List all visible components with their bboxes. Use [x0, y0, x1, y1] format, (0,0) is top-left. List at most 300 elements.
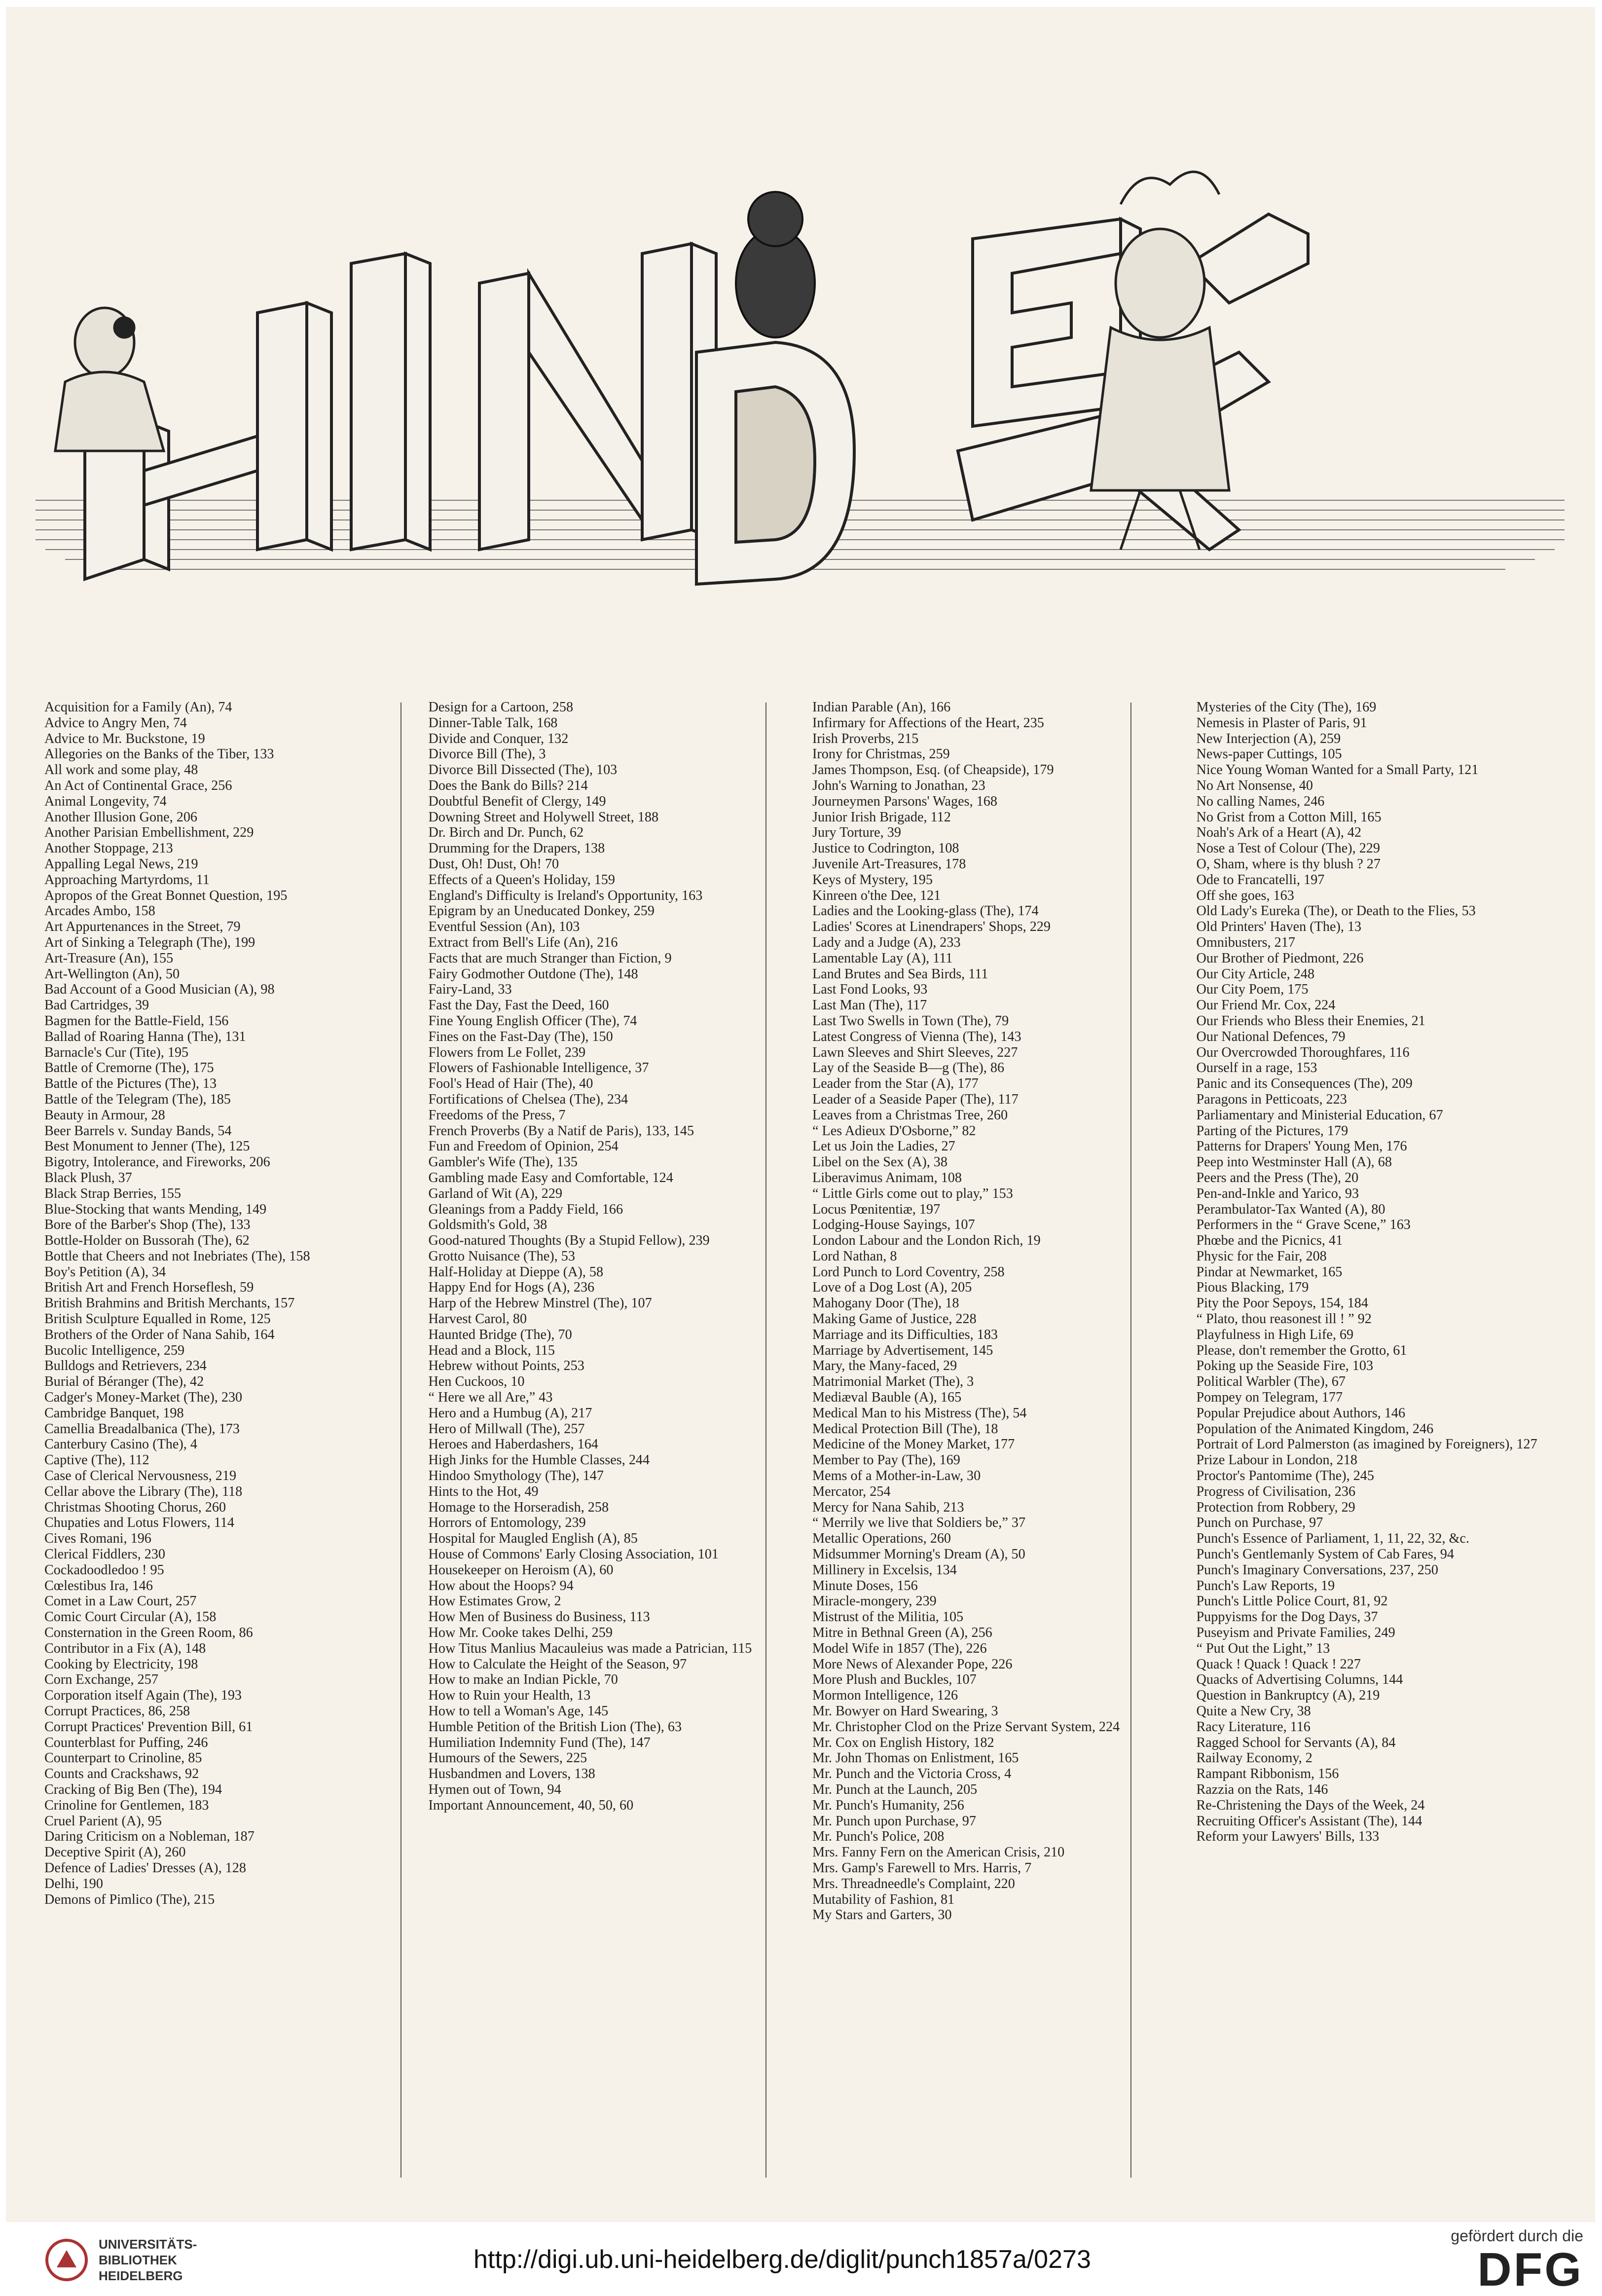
index-entry: “ Put Out the Light,” 13 — [1196, 1640, 1330, 1656]
index-entry: How to Calculate the Height of the Season, 97 — [428, 1656, 687, 1672]
index-entry: Counterblast for Puffing, 246 — [44, 1735, 208, 1750]
index-entry: Juvenile Art-Treasures, 178 — [812, 856, 966, 872]
index-entry: Nose a Test of Colour (The), 229 — [1196, 841, 1380, 856]
index-entry: Grotto Nuisance (The), 53 — [428, 1248, 575, 1264]
index-entry: Fairy-Land, 33 — [428, 982, 512, 998]
index-entry: Corn Exchange, 257 — [44, 1672, 158, 1688]
index-entry: Prize Labour in London, 218 — [1196, 1452, 1357, 1468]
index-entry: Defence of Ladies' Dresses (A), 128 — [44, 1860, 246, 1876]
index-entry: Our National Defences, 79 — [1196, 1029, 1346, 1044]
index-entry: Panic and its Consequences (The), 209 — [1196, 1076, 1413, 1092]
index-entry: Bore of the Barber's Shop (The), 133 — [44, 1217, 251, 1233]
index-entry: Mr. Christopher Clod on the Prize Servant System, 224 — [812, 1719, 1120, 1735]
index-entry: “ Merrily we live that Soldiers be,” 37 — [812, 1515, 1026, 1531]
index-entry: Divorce Bill Dissected (The), 103 — [428, 762, 618, 778]
index-entry: O, Sham, where is thy blush ? 27 — [1196, 856, 1381, 872]
index-entry: “ Plato, thou reasonest ill ! ” 92 — [1196, 1311, 1372, 1327]
index-entry: British Sculpture Equalled in Rome, 125 — [44, 1311, 271, 1327]
index-entry: Justice to Codrington, 108 — [812, 841, 959, 856]
index-entry: Physic for the Fair, 208 — [1196, 1248, 1327, 1264]
index-entry: How to make an Indian Pickle, 70 — [428, 1672, 618, 1688]
index-entry: Battle of the Telegram (The), 185 — [44, 1091, 231, 1107]
index-entry: James Thompson, Esq. (of Cheapside), 179 — [812, 762, 1054, 778]
index-entry: Advice to Angry Men, 74 — [44, 715, 187, 731]
index-entry: Garland of Wit (A), 229 — [428, 1185, 563, 1201]
index-entry: Racy Literature, 116 — [1196, 1719, 1311, 1735]
index-entry: Perambulator-Tax Wanted (A), 80 — [1196, 1201, 1385, 1217]
index-entry: Animal Longevity, 74 — [44, 793, 167, 809]
index-entry: Hebrew without Points, 253 — [428, 1358, 584, 1374]
index-entry: Punch on Purchase, 97 — [1196, 1515, 1323, 1531]
index-entry: Pity the Poor Sepoys, 154, 184 — [1196, 1296, 1368, 1311]
university-seal-icon — [44, 2238, 89, 2282]
index-entry: Downing Street and Holywell Street, 188 — [428, 809, 659, 825]
index-entry: Lord Nathan, 8 — [812, 1248, 897, 1264]
index-entry: Effects of a Queen's Holiday, 159 — [428, 872, 615, 888]
index-entry: Approaching Martyrdoms, 11 — [44, 872, 210, 888]
index-entry: Quacks of Advertising Columns, 144 — [1196, 1672, 1403, 1688]
index-title-illustration-icon — [6, 7, 1595, 693]
index-entry: Mr. Cox on English History, 182 — [812, 1735, 994, 1750]
index-entry: Punch's Imaginary Conversations, 237, 250 — [1196, 1562, 1438, 1578]
index-entry: Homage to the Horseradish, 258 — [428, 1499, 609, 1515]
index-entry: Playfulness in High Life, 69 — [1196, 1327, 1354, 1342]
index-entry: New Interjection (A), 259 — [1196, 731, 1341, 746]
index-entry: Corporation itself Again (The), 193 — [44, 1688, 242, 1703]
index-entry: Kinreen o'the Dee, 121 — [812, 888, 941, 903]
index-entry: Beer Barrels v. Sunday Bands, 54 — [44, 1123, 232, 1139]
index-entry: Irony for Christmas, 259 — [812, 746, 950, 762]
index-entry: Quack ! Quack ! Quack ! 227 — [1196, 1656, 1361, 1672]
index-entry: Demons of Pimlico (The), 215 — [44, 1891, 215, 1907]
index-entry: Recruiting Officer's Assistant (The), 144 — [1196, 1813, 1422, 1829]
index-entry: Millinery in Excelsis, 134 — [812, 1562, 957, 1578]
index-entry: Miracle-mongery, 239 — [812, 1593, 937, 1609]
index-entry: “ Here we all Are,” 43 — [428, 1390, 553, 1406]
scanned-page — [6, 7, 1595, 2222]
index-entry: Bigotry, Intolerance, and Fireworks, 206 — [44, 1154, 270, 1170]
index-entry: Popular Prejudice about Authors, 146 — [1196, 1405, 1406, 1421]
index-entry: Divorce Bill (The), 3 — [428, 746, 546, 762]
index-entry: Bagmen for the Battle-Field, 156 — [44, 1013, 229, 1029]
index-entry: Cambridge Banquet, 198 — [44, 1405, 184, 1421]
index-entry: Ladies and the Looking-glass (The), 174 — [812, 903, 1039, 919]
index-entry: Barnacle's Cur (Tite), 195 — [44, 1044, 189, 1060]
index-entry: Fortifications of Chelsea (The), 234 — [428, 1091, 628, 1107]
index-entry: Our Friends who Bless their Enemies, 21 — [1196, 1013, 1425, 1029]
index-entry: Marriage by Advertisement, 145 — [812, 1342, 993, 1358]
index-entry: Captive (The), 112 — [44, 1452, 149, 1468]
index-entry: England's Difficulty is Ireland's Opportunity, 163 — [428, 888, 703, 903]
index-entry: Mr. Punch and the Victoria Cross, 4 — [812, 1766, 1012, 1782]
index-entry: Happy End for Hogs (A), 236 — [428, 1280, 595, 1296]
index-entry: Lodging-House Sayings, 107 — [812, 1217, 975, 1233]
index-entry: Please, don't remember the Grotto, 61 — [1196, 1342, 1407, 1358]
index-entry: Mr. John Thomas on Enlistment, 165 — [812, 1750, 1019, 1766]
index-entry: Husbandmen and Lovers, 138 — [428, 1766, 595, 1782]
index-entry: Mrs. Threadneedle's Complaint, 220 — [812, 1876, 1015, 1891]
index-entry: Portrait of Lord Palmerston (as imagined by Foreigners), 127 — [1196, 1437, 1537, 1452]
index-entry: Locus Pœnitentiæ, 197 — [812, 1201, 941, 1217]
index-entry: Metallic Operations, 260 — [812, 1531, 951, 1547]
index-entry: Doubtful Benefit of Clergy, 149 — [428, 793, 606, 809]
index-entry: Mems of a Mother-in-Law, 30 — [812, 1468, 981, 1484]
index-entry: My Stars and Garters, 30 — [812, 1907, 952, 1923]
index-column-4 — [1197, 700, 1556, 2185]
index-entry: Leaves from a Christmas Tree, 260 — [812, 1107, 1008, 1123]
index-entry: Bad Account of a Good Musician (A), 98 — [44, 982, 275, 998]
index-column-1 — [44, 700, 404, 2185]
index-entry: More News of Alexander Pope, 226 — [812, 1656, 1013, 1672]
index-entry: Mediæval Bauble (A), 165 — [812, 1390, 962, 1406]
index-entry: Bucolic Intelligence, 259 — [44, 1342, 185, 1358]
index-entry: Blue-Stocking that wants Mending, 149 — [44, 1201, 267, 1217]
index-entry: Poking up the Seaside Fire, 103 — [1196, 1358, 1374, 1374]
index-entry: Art Appurtenances in the Street, 79 — [44, 919, 241, 935]
index-entry: Art of Sinking a Telegraph (The), 199 — [44, 934, 255, 950]
index-entry: Marriage and its Difficulties, 183 — [812, 1327, 998, 1342]
index-entry: How Estimates Grow, 2 — [428, 1593, 561, 1609]
sponsor-label: gefördert durch die — [1451, 2227, 1583, 2245]
index-entry: Epigram by an Uneducated Donkey, 259 — [428, 903, 655, 919]
index-entry: No Art Nonsense, 40 — [1196, 778, 1313, 793]
index-entry: Design for a Cartoon, 258 — [428, 700, 574, 715]
index-entry: Journeymen Parsons' Wages, 168 — [812, 793, 997, 809]
index-entry: Fun and Freedom of Opinion, 254 — [428, 1139, 619, 1154]
index-entry: Best Monument to Jenner (The), 125 — [44, 1139, 250, 1154]
index-entry: Our City Article, 248 — [1196, 966, 1315, 982]
index-entry: Political Warbler (The), 67 — [1196, 1374, 1346, 1390]
index-entry: Medicine of the Money Market, 177 — [812, 1437, 1015, 1452]
index-entry: Mr. Punch's Humanity, 256 — [812, 1797, 964, 1813]
index-entry: Our Overcrowded Thoroughfares, 116 — [1196, 1044, 1410, 1060]
index-entry: Comet in a Law Court, 257 — [44, 1593, 197, 1609]
index-entry: Cives Romani, 196 — [44, 1531, 151, 1547]
index-entry: Chupaties and Lotus Flowers, 114 — [44, 1515, 234, 1531]
index-entry: Mr. Punch upon Purchase, 97 — [812, 1813, 976, 1829]
index-entry: Black Strap Berries, 155 — [44, 1185, 182, 1201]
index-entry: Cellar above the Library (The), 118 — [44, 1483, 243, 1499]
index-entry: Lawn Sleeves and Shirt Sleeves, 227 — [812, 1044, 1018, 1060]
index-entry: News-paper Cuttings, 105 — [1196, 746, 1342, 762]
index-entry: Arcades Ambo, 158 — [44, 903, 155, 919]
index-entry: Parting of the Pictures, 179 — [1196, 1123, 1348, 1139]
index-entry: An Act of Continental Grace, 256 — [44, 778, 232, 793]
index-entry: London Labour and the London Rich, 19 — [812, 1233, 1041, 1249]
index-entry: No calling Names, 246 — [1196, 793, 1325, 809]
index-entry: Lord Punch to Lord Coventry, 258 — [812, 1264, 1005, 1280]
index-entry: Irish Proverbs, 215 — [812, 731, 919, 746]
index-entry: Mrs. Fanny Fern on the American Crisis, 210 — [812, 1845, 1065, 1860]
index-entry: Gleanings from a Paddy Field, 166 — [428, 1201, 623, 1217]
index-entry: Ode to Francatelli, 197 — [1196, 872, 1325, 888]
index-entry: Brothers of the Order of Nana Sahib, 164 — [44, 1327, 275, 1342]
index-entry: Punch's Gentlemanly System of Cab Fares, 94 — [1196, 1547, 1455, 1562]
index-entry: Another Parisian Embellishment, 229 — [44, 825, 254, 841]
index-entry: Railway Economy, 2 — [1196, 1750, 1312, 1766]
index-entry: Bottle that Cheers and not Inebriates (The), 158 — [44, 1248, 310, 1264]
index-entry: Off she goes, 163 — [1196, 888, 1294, 903]
index-entry: Midsummer Morning's Dream (A), 50 — [812, 1547, 1025, 1562]
index-entry: Housekeeper on Heroism (A), 60 — [428, 1562, 614, 1578]
index-entry: Medical Man to his Mistress (The), 54 — [812, 1405, 1027, 1421]
index-entry: Making Game of Justice, 228 — [812, 1311, 977, 1327]
index-entry: Pious Blacking, 179 — [1196, 1280, 1309, 1296]
index-entry: Gambler's Wife (The), 135 — [428, 1154, 578, 1170]
index-entry: Allegories on the Banks of the Tiber, 133 — [44, 746, 274, 762]
index-entry: Infirmary for Affections of the Heart, 235 — [812, 715, 1044, 731]
index-entry: Delhi, 190 — [44, 1876, 103, 1891]
index-entry: Black Plush, 37 — [44, 1170, 132, 1185]
index-entry: Canterbury Casino (The), 4 — [44, 1437, 197, 1452]
index-entry: Punch's Law Reports, 19 — [1196, 1578, 1335, 1593]
index-entry: Question in Bankruptcy (A), 219 — [1196, 1688, 1380, 1703]
index-entry: Fool's Head of Hair (The), 40 — [428, 1076, 593, 1092]
index-entry: Flowers from Le Follet, 239 — [428, 1044, 586, 1060]
index-entry: Mercy for Nana Sahib, 213 — [812, 1499, 964, 1515]
index-entry: Mr. Punch at the Launch, 205 — [812, 1781, 978, 1797]
index-entry: Mitre in Bethnal Green (A), 256 — [812, 1625, 992, 1641]
index-columns — [44, 700, 1556, 2185]
index-entry: Last Fond Looks, 93 — [812, 982, 928, 998]
index-entry: Old Lady's Eureka (The), or Death to the Flies, 53 — [1196, 903, 1476, 919]
index-entry: Burial of Béranger (The), 42 — [44, 1374, 204, 1390]
index-entry: Re-Christening the Days of the Week, 24 — [1196, 1797, 1425, 1813]
index-entry: Cracking of Big Ben (The), 194 — [44, 1781, 222, 1797]
index-entry: Cruel Parient (A), 95 — [44, 1813, 162, 1829]
index-entry: Hero and a Humbug (A), 217 — [428, 1405, 592, 1421]
index-entry: Dinner-Table Talk, 168 — [428, 715, 558, 731]
index-entry: Bottle-Holder on Bussorah (The), 62 — [44, 1233, 250, 1249]
index-entry: House of Commons' Early Closing Association, 101 — [428, 1547, 719, 1562]
page-url-link[interactable]: http://digi.ub.uni-heidelberg.de/diglit/punch1857a/0273 — [473, 2245, 1091, 2274]
index-entry: Let us Join the Ladies, 27 — [812, 1139, 955, 1154]
index-entry: Hen Cuckoos, 10 — [428, 1374, 525, 1390]
index-entry: Bad Cartridges, 39 — [44, 998, 149, 1013]
index-entry: Fine Young English Officer (The), 74 — [428, 1013, 637, 1029]
index-entry: Consternation in the Green Room, 86 — [44, 1625, 253, 1641]
index-entry: Ragged School for Servants (A), 84 — [1196, 1735, 1396, 1750]
index-column-3 — [812, 700, 1172, 2185]
index-entry: Humiliation Indemnity Fund (The), 147 — [428, 1735, 651, 1750]
index-entry: Art-Treasure (An), 155 — [44, 950, 174, 966]
index-entry: Battle of the Pictures (The), 13 — [44, 1076, 217, 1092]
index-entry: Humble Petition of the British Lion (The), 63 — [428, 1719, 682, 1735]
index-entry: Eventful Session (An), 103 — [428, 919, 580, 935]
index-entry: Peep into Westminster Hall (A), 68 — [1196, 1154, 1392, 1170]
index-entry: Rampant Ribbonism, 156 — [1196, 1766, 1339, 1782]
index-entry: Old Printers' Haven (The), 13 — [1196, 919, 1362, 935]
index-entry: Patterns for Drapers' Young Men, 176 — [1196, 1139, 1407, 1154]
index-entry: Razzia on the Rats, 146 — [1196, 1781, 1328, 1797]
index-entry: Comic Court Circular (A), 158 — [44, 1609, 217, 1625]
index-entry: Love of a Dog Lost (A), 205 — [812, 1280, 972, 1296]
index-entry: Peers and the Press (The), 20 — [1196, 1170, 1359, 1185]
index-entry: Parliamentary and Ministerial Education, 67 — [1196, 1107, 1443, 1123]
index-entry: Member to Pay (The), 169 — [812, 1452, 960, 1468]
index-entry: How about the Hoops? 94 — [428, 1578, 574, 1593]
index-entry: Keys of Mystery, 195 — [812, 872, 933, 888]
index-entry: Fairy Godmother Outdone (The), 148 — [428, 966, 638, 982]
index-entry: “ Les Adieux D'Osborne,” 82 — [812, 1123, 976, 1139]
index-entry: Heroes and Haberdashers, 164 — [428, 1437, 598, 1452]
index-entry: Performers in the “ Grave Scene,” 163 — [1196, 1217, 1411, 1233]
index-entry: Harp of the Hebrew Minstrel (The), 107 — [428, 1296, 652, 1311]
index-entry: Flowers of Fashionable Intelligence, 37 — [428, 1060, 649, 1076]
index-entry: Mercator, 254 — [812, 1483, 891, 1499]
index-entry: Pompey on Telegram, 177 — [1196, 1390, 1343, 1406]
index-entry: Hints to the Hot, 49 — [428, 1483, 539, 1499]
index-entry: Does the Bank do Bills? 214 — [428, 778, 588, 793]
footer — [0, 2222, 1602, 2294]
index-entry: Mr. Bowyer on Hard Swearing, 3 — [812, 1703, 998, 1719]
index-entry: Acquisition for a Family (An), 74 — [44, 700, 232, 715]
index-entry: Model Wife in 1857 (The), 226 — [812, 1640, 987, 1656]
index-entry: Paragons in Petticoats, 223 — [1196, 1091, 1347, 1107]
index-entry: Noah's Ark of a Heart (A), 42 — [1196, 825, 1362, 841]
index-entry: Contributor in a Fix (A), 148 — [44, 1640, 206, 1656]
index-entry: How to Ruin your Health, 13 — [428, 1688, 591, 1703]
index-entry: Fast the Day, Fast the Deed, 160 — [428, 998, 609, 1013]
index-entry: Lamentable Lay (A), 111 — [812, 950, 953, 966]
index-entry: Population of the Animated Kingdom, 246 — [1196, 1421, 1434, 1437]
index-entry: Bulldogs and Retrievers, 234 — [44, 1358, 207, 1374]
index-entry: Mutability of Fashion, 81 — [812, 1891, 955, 1907]
index-entry: How Men of Business do Business, 113 — [428, 1609, 650, 1625]
index-entry: Facts that are much Stranger than Fiction, 9 — [428, 950, 672, 966]
index-entry: Humours of the Sewers, 225 — [428, 1750, 587, 1766]
index-entry: Gambling made Easy and Comfortable, 124 — [428, 1170, 673, 1185]
index-entry: Jury Torture, 39 — [812, 825, 901, 841]
index-entry: Important Announcement, 40, 50, 60 — [428, 1797, 634, 1813]
index-entry: All work and some play, 48 — [44, 762, 198, 778]
index-entry: Our Brother of Piedmont, 226 — [1196, 950, 1364, 966]
index-entry: Leader from the Star (A), 177 — [812, 1076, 979, 1092]
index-entry: No Grist from a Cotton Mill, 165 — [1196, 809, 1382, 825]
index-entry: Quite a New Cry, 38 — [1196, 1703, 1311, 1719]
index-entry: Indian Parable (An), 166 — [812, 700, 951, 715]
index-entry: Puseyism and Private Families, 249 — [1196, 1625, 1395, 1641]
index-entry: Latest Congress of Vienna (The), 143 — [812, 1029, 1021, 1044]
index-entry: Omnibusters, 217 — [1196, 934, 1295, 950]
index-entry: Land Brutes and Sea Birds, 111 — [812, 966, 988, 982]
index-entry: More Plush and Buckles, 107 — [812, 1672, 977, 1688]
index-entry: Case of Clerical Nervousness, 219 — [44, 1468, 237, 1484]
index-entry: Hymen out of Town, 94 — [428, 1781, 561, 1797]
index-entry: Camellia Breadalbanica (The), 173 — [44, 1421, 240, 1437]
index-entry: Proctor's Pantomime (The), 245 — [1196, 1468, 1374, 1484]
index-entry: High Jinks for the Humble Classes, 244 — [428, 1452, 650, 1468]
index-entry: Dr. Birch and Dr. Punch, 62 — [428, 825, 584, 841]
index-entry: Ladies' Scores at Linendrapers' Shops, 229 — [812, 919, 1051, 935]
index-entry: Mrs. Gamp's Farewell to Mrs. Harris, 7 — [812, 1860, 1032, 1876]
index-entry: British Brahmins and British Merchants, 157 — [44, 1296, 295, 1311]
index-entry: Apropos of the Great Bonnet Question, 195 — [44, 888, 288, 903]
index-column-2 — [429, 700, 788, 2185]
index-entry: Pindar at Newmarket, 165 — [1196, 1264, 1343, 1280]
index-entry: Head and a Block, 115 — [428, 1342, 555, 1358]
index-entry: Horrors of Entomology, 239 — [428, 1515, 586, 1531]
index-entry: Boy's Petition (A), 34 — [44, 1264, 166, 1280]
index-entry: Cœlestibus Ira, 146 — [44, 1578, 153, 1593]
index-entry: Puppyisms for the Dog Days, 37 — [1196, 1609, 1378, 1625]
index-entry: Dust, Oh! Dust, Oh! 70 — [428, 856, 559, 872]
index-entry: John's Warning to Jonathan, 23 — [812, 778, 985, 793]
index-entry: Clerical Fiddlers, 230 — [44, 1547, 166, 1562]
index-entry: Reform your Lawyers' Bills, 133 — [1196, 1829, 1380, 1845]
index-entry: Punch's Little Police Court, 81, 92 — [1196, 1593, 1388, 1609]
index-entry: Pen-and-Inkle and Yarico, 93 — [1196, 1185, 1359, 1201]
index-entry: Libel on the Sex (A), 38 — [812, 1154, 947, 1170]
index-entry: Punch's Essence of Parliament, 1, 11, 22, 32, &c. — [1196, 1531, 1470, 1547]
index-entry: How Titus Manlius Macauleius was made a Patrician, 115 — [428, 1640, 752, 1656]
index-entry: Freedoms of the Press, 7 — [428, 1107, 566, 1123]
index-entry: Our City Poem, 175 — [1196, 982, 1309, 998]
index-entry: Beauty in Armour, 28 — [44, 1107, 165, 1123]
index-entry: Hindoo Smythology (The), 147 — [428, 1468, 604, 1484]
index-entry: Hero of Millwall (The), 257 — [428, 1421, 585, 1437]
index-entry: Art-Wellington (An), 50 — [44, 966, 180, 982]
index-entry: British Art and French Horseflesh, 59 — [44, 1280, 254, 1296]
index-entry: Cooking by Electricity, 198 — [44, 1656, 198, 1672]
index-entry: Corrupt Practices' Prevention Bill, 61 — [44, 1719, 253, 1735]
index-entry: Counts and Crackshaws, 92 — [44, 1766, 199, 1782]
index-entry: Mary, the Many-faced, 29 — [812, 1358, 957, 1374]
index-entry: Our Friend Mr. Cox, 224 — [1196, 998, 1336, 1013]
index-entry: Christmas Shooting Chorus, 260 — [44, 1499, 226, 1515]
index-entry: Hospital for Maugled English (A), 85 — [428, 1531, 638, 1547]
index-entry: Leader of a Seaside Paper (The), 117 — [812, 1091, 1019, 1107]
index-entry: Ourself in a rage, 153 — [1196, 1060, 1317, 1076]
index-entry: Appalling Legal News, 219 — [44, 856, 198, 872]
index-entry: Phœbe and the Picnics, 41 — [1196, 1233, 1343, 1249]
index-entry: Extract from Bell's Life (An), 216 — [428, 934, 618, 950]
index-entry: Half-Holiday at Dieppe (A), 58 — [428, 1264, 604, 1280]
index-entry: Cadger's Money-Market (The), 230 — [44, 1390, 243, 1406]
index-entry: Harvest Carol, 80 — [428, 1311, 527, 1327]
index-entry: Lay of the Seaside B—g (The), 86 — [812, 1060, 1005, 1076]
index-entry: Battle of Cremorne (The), 175 — [44, 1060, 214, 1076]
index-entry: Another Stoppage, 213 — [44, 841, 173, 856]
index-entry: How Mr. Cooke takes Delhi, 259 — [428, 1625, 613, 1641]
index-entry: Last Man (The), 117 — [812, 998, 927, 1013]
index-entry: Lady and a Judge (A), 233 — [812, 934, 961, 950]
dfg-logo[interactable]: DFG — [1477, 2243, 1583, 2296]
index-entry: Ballad of Roaring Hanna (The), 131 — [44, 1029, 246, 1044]
index-entry: Nice Young Woman Wanted for a Small Party, 121 — [1196, 762, 1479, 778]
index-entry: Liberavimus Animam, 108 — [812, 1170, 962, 1185]
university-logo[interactable] — [44, 2233, 252, 2287]
index-entry: Goldsmith's Gold, 38 — [428, 1217, 547, 1233]
index-entry: Good-natured Thoughts (By a Stupid Fellow), 239 — [428, 1233, 710, 1249]
index-entry: Divide and Conquer, 132 — [428, 731, 569, 746]
index-entry: Last Two Swells in Town (The), 79 — [812, 1013, 1009, 1029]
index-entry: Counterpart to Crinoline, 85 — [44, 1750, 202, 1766]
index-entry: Corrupt Practices, 86, 258 — [44, 1703, 190, 1719]
index-entry: Progress of Civilisation, 236 — [1196, 1483, 1356, 1499]
index-entry: Haunted Bridge (The), 70 — [428, 1327, 572, 1342]
index-entry: Protection from Robbery, 29 — [1196, 1499, 1355, 1515]
index-entry: Cockadoodledoo ! 95 — [44, 1562, 164, 1578]
index-entry: Mysteries of the City (The), 169 — [1196, 700, 1377, 715]
index-entry: “ Little Girls come out to play,” 153 — [812, 1185, 1013, 1201]
index-entry: How to tell a Woman's Age, 145 — [428, 1703, 609, 1719]
index-entry: Junior Irish Brigade, 112 — [812, 809, 951, 825]
index-entry: Mistrust of the Militia, 105 — [812, 1609, 964, 1625]
index-entry: Advice to Mr. Buckstone, 19 — [44, 731, 205, 746]
index-entry: Mormon Intelligence, 126 — [812, 1688, 958, 1703]
university-name: UNIVERSITÄTS- BIBLIOTHEK HEIDELBERG — [99, 2237, 197, 2283]
